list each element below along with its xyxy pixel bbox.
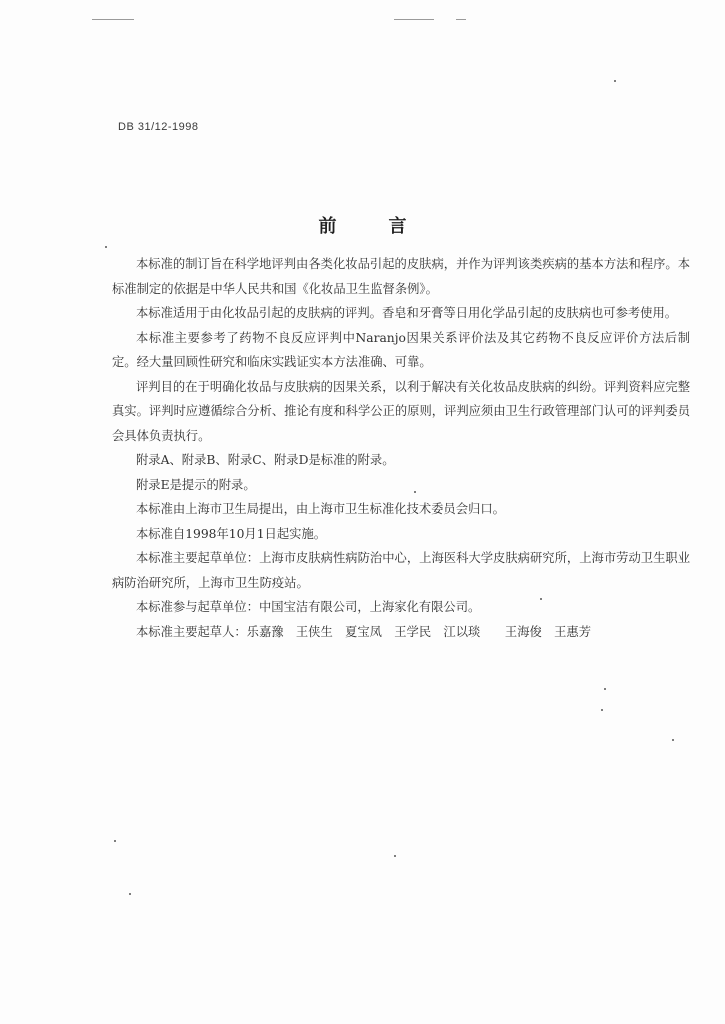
paragraph-objective: 评判目的在于明确化妆品与皮肤病的因果关系，以利于解决有关化妆品皮肤病的纠纷。评判资料应完整真实。评判时应遵循综合分析、推论有度和科学公正的原则，评判应须由卫生行政管理部门认可的评判委员会具体负责执行。	[112, 379, 690, 443]
paragraph-purpose: 本标准的制订旨在科学地评判由各类化妆品引起的皮肤病，并作为评判该类疾病的基本方法和程序。本标准制定的依据是中华人民共和国《化妆品卫生监督条例》。	[112, 257, 690, 296]
paragraph-informative-annex: 附录E是提示的附录。	[136, 477, 256, 492]
paragraph-normative-annexes: 附录A、附录B、附录C、附录D是标准的附录。	[136, 453, 395, 467]
standard-number: DB 31/12-1998	[118, 121, 199, 133]
paragraph-main-drafters: 本标准主要起草人：乐嘉豫 王侠生 夏宝凤 王学民 江以琰 王海俊 王惠芳	[136, 624, 591, 639]
foreword-body	[112, 252, 690, 644]
paragraph-main-drafters-units: 本标准主要起草单位：上海市皮肤病性病防治中心，上海医科大学皮肤病研究所，上海市劳动卫生职业病防治研究所，上海市卫生防疫站。	[112, 551, 690, 590]
paragraph-reference: 本标准主要参考了药物不良反应评判中Naranjo因果关系评价法及其它药物不良反应评价方法后制定。经大量回顾性研究和临床实践证实本方法准确、可靠。	[112, 330, 690, 369]
page-title: 前言	[318, 216, 459, 237]
paragraph-participating-units: 本标准参与起草单位：中国宝洁有限公司，上海家化有限公司。	[136, 600, 481, 614]
paragraph-effective-date: 本标准自1998年10月1日起实施。	[136, 526, 327, 541]
paragraph-proposer: 本标准由上海市卫生局提出，由上海市卫生标准化技术委员会归口。	[136, 502, 505, 516]
paragraph-scope: 本标准适用于由化妆品引起的皮肤病的评判。香皂和牙膏等日用化学品引起的皮肤病也可参考使用。	[136, 306, 678, 320]
